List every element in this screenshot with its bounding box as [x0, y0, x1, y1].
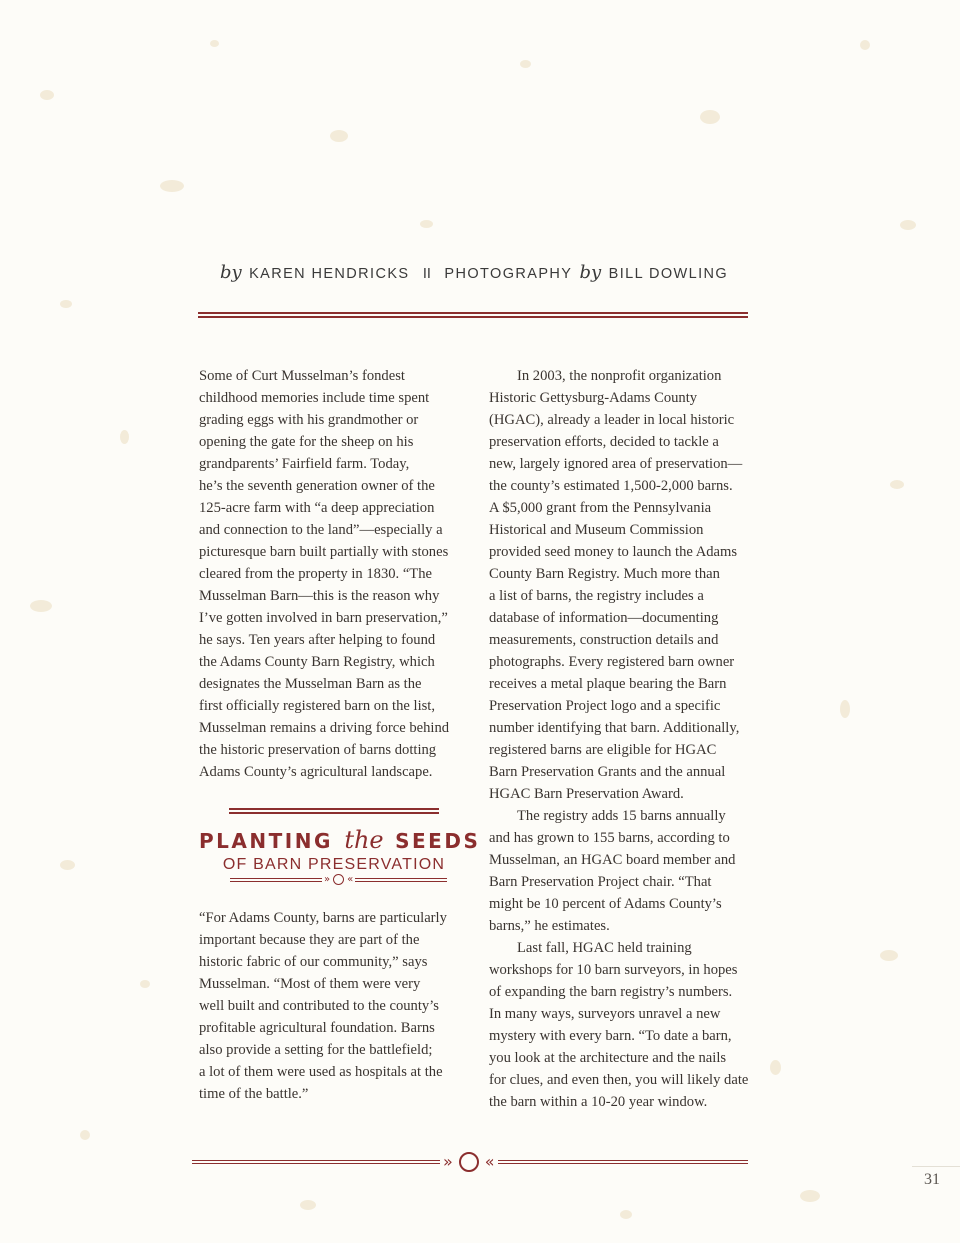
text-line: and connection to the land”—especially a — [199, 522, 443, 538]
byline-separator: II — [422, 266, 431, 282]
chevron-right-icon: » — [324, 873, 331, 885]
text-line: first officially registered barn on the list, — [199, 698, 436, 714]
text-line: Adams County’s agricultural landscape. — [199, 764, 433, 780]
byline-by-word: by — [219, 262, 242, 283]
chevron-left-icon: « — [347, 873, 354, 885]
text-line: I’ve gotten involved in barn preservation,” — [199, 610, 448, 626]
speckle — [140, 980, 150, 988]
text-line: receives a metal plaque bearing the Barn — [489, 676, 727, 692]
heading-word-seeds: SEEDS — [395, 829, 481, 853]
speckle — [80, 1130, 90, 1140]
text-line: County Barn Registry. Much more than — [489, 566, 720, 582]
speckle — [330, 130, 348, 142]
heading-word-planting: PLANTING — [199, 829, 333, 853]
text-line: A $5,000 grant from the Pennsylvania — [489, 500, 712, 516]
byline — [198, 262, 748, 283]
chevron-left-icon: « — [484, 1152, 495, 1171]
text-line: Musselman, an HGAC board member and — [489, 852, 736, 868]
text-line: 125-acre farm with “a deep appreciation — [199, 500, 435, 516]
text-line: might be 10 percent of Adams County’s — [489, 896, 722, 912]
text-line: “For Adams County, barns are particularly — [199, 910, 447, 926]
text-line: the county’s estimated 1,500-2,000 barns. — [489, 478, 733, 494]
speckle — [300, 1200, 316, 1210]
text-line: workshops for 10 barn surveyors, in hopes — [489, 962, 738, 978]
text-line: childhood memories include time spent — [199, 390, 430, 406]
speckle — [770, 1060, 781, 1075]
text-line: In many ways, surveyors unravel a new — [489, 1006, 721, 1022]
text-line: time of the battle.” — [199, 1086, 309, 1102]
speckle — [900, 220, 916, 230]
speckle — [40, 90, 54, 100]
photography-label: PHOTOGRAPHY — [444, 266, 573, 282]
heading-ornament — [230, 874, 447, 885]
text-line: new, largely ignored area of preservation— — [489, 456, 743, 472]
byline-by-word-2: by — [579, 262, 602, 283]
text-line: grading eggs with his grandmother or — [199, 412, 419, 428]
left-column-text — [199, 365, 479, 783]
page-number: 31 — [924, 1171, 940, 1188]
speckle — [210, 40, 219, 47]
text-line: Musselman remains a driving force behind — [199, 720, 450, 736]
heading-subtitle: OF BARN PRESERVATION — [222, 856, 446, 873]
text-line: designates the Musselman Barn as the — [199, 676, 422, 692]
text-line: he says. Ten years after helping to found — [199, 632, 436, 648]
speckle — [60, 860, 75, 870]
text-line: of expanding the barn registry’s numbers. — [489, 984, 733, 1000]
heading-top-rule — [229, 808, 439, 814]
bottom-ornament — [192, 1152, 748, 1172]
text-line: mystery with every barn. “To date a barn, — [489, 1028, 732, 1044]
text-line: Historical and Museum Commission — [489, 522, 704, 538]
text-line: and has grown to 155 barns, according to — [489, 830, 730, 846]
text-line: Historic Gettysburg-Adams County — [489, 390, 698, 406]
text-line: The registry adds 15 barns annually — [517, 808, 726, 824]
text-line: for clues, and even then, you will likely date — [489, 1072, 749, 1088]
text-line: profitable agricultural foundation. Barns — [199, 1020, 435, 1036]
text-line: number identifying that barn. Additionally, — [489, 720, 740, 736]
paragraph — [489, 365, 769, 805]
circle-ornament-icon — [333, 874, 344, 885]
heading-word-the: the — [344, 826, 384, 854]
text-line: Barn Preservation Project chair. “That — [489, 874, 712, 890]
text-line: barns,” he estimates. — [489, 918, 610, 934]
text-line: Barn Preservation Grants and the annual — [489, 764, 726, 780]
heading-main — [199, 826, 481, 854]
ornament-bar-left — [230, 878, 322, 882]
speckle — [880, 950, 898, 961]
ornament-bar-right — [355, 878, 447, 882]
speckle — [60, 300, 72, 308]
text-line: important because they are part of the — [199, 932, 420, 948]
text-line: also provide a setting for the battlefield; — [199, 1042, 433, 1058]
paragraph — [199, 907, 479, 1105]
ornament-bar-right — [498, 1160, 748, 1164]
speckle — [30, 600, 52, 612]
speckle — [860, 40, 870, 50]
speckle — [420, 220, 433, 228]
text-line: he’s the seventh generation owner of the — [199, 478, 435, 494]
speckle — [160, 180, 184, 192]
text-line: a lot of them were used as hospitals at the — [199, 1064, 443, 1080]
text-line: picturesque barn built partially with stones — [199, 544, 449, 560]
text-line: Preservation Project logo and a specific — [489, 698, 721, 714]
text-line: opening the gate for the sheep on his — [199, 434, 414, 450]
chevron-right-icon: » — [443, 1152, 453, 1171]
text-line: preservation efforts, decided to tackle a — [489, 434, 719, 450]
top-divider-rule — [198, 312, 748, 318]
speckle — [800, 1190, 820, 1202]
text-line: the barn within a 10-20 year window. — [489, 1094, 708, 1110]
paragraph — [489, 805, 769, 937]
text-line: database of information—documenting — [489, 610, 719, 626]
author-name: KAREN HENDRICKS — [249, 266, 410, 282]
text-line: (HGAC), already a leader in local historic — [489, 412, 735, 428]
text-line: grandparents’ Fairfield farm. Today, — [199, 456, 410, 472]
paragraph — [199, 365, 479, 783]
speckle — [890, 480, 904, 489]
section-heading — [199, 808, 481, 874]
photographer-name: BILL DOWLING — [608, 266, 729, 282]
text-line: the Adams County Barn Registry, which — [199, 654, 435, 670]
text-line: photographs. Every registered barn owner — [489, 654, 735, 670]
right-column-text — [489, 365, 769, 1113]
text-line: a list of barns, the registry includes a — [489, 588, 704, 604]
text-line: Some of Curt Musselman’s fondest — [199, 368, 405, 384]
paragraph — [489, 937, 769, 1113]
page-number-rule — [912, 1166, 960, 1167]
text-line: Last fall, HGAC held training — [517, 940, 692, 956]
speckle — [120, 430, 129, 444]
text-line: cleared from the property in 1830. “The — [199, 566, 433, 582]
circle-ornament-icon — [459, 1152, 479, 1172]
text-line: historic fabric of our community,” says — [199, 954, 428, 970]
text-line: the historic preservation of barns dotting — [199, 742, 437, 758]
text-line: Musselman. “Most of them were very — [199, 976, 421, 992]
quote-column-text — [199, 907, 479, 1105]
text-line: you look at the architecture and the nails — [489, 1050, 727, 1066]
speckle — [620, 1210, 632, 1219]
speckle — [700, 110, 720, 124]
text-line: HGAC Barn Preservation Award. — [489, 786, 684, 802]
speckle — [840, 700, 850, 718]
text-line: measurements, construction details and — [489, 632, 719, 648]
text-line: Musselman Barn—this is the reason why — [199, 588, 440, 604]
text-line: well built and contributed to the county’s — [199, 998, 439, 1014]
ornament-bar-left — [192, 1160, 440, 1164]
speckle — [520, 60, 531, 68]
text-line: provided seed money to launch the Adams — [489, 544, 738, 560]
text-line: registered barns are eligible for HGAC — [489, 742, 717, 758]
text-line: In 2003, the nonprofit organization — [517, 368, 722, 384]
